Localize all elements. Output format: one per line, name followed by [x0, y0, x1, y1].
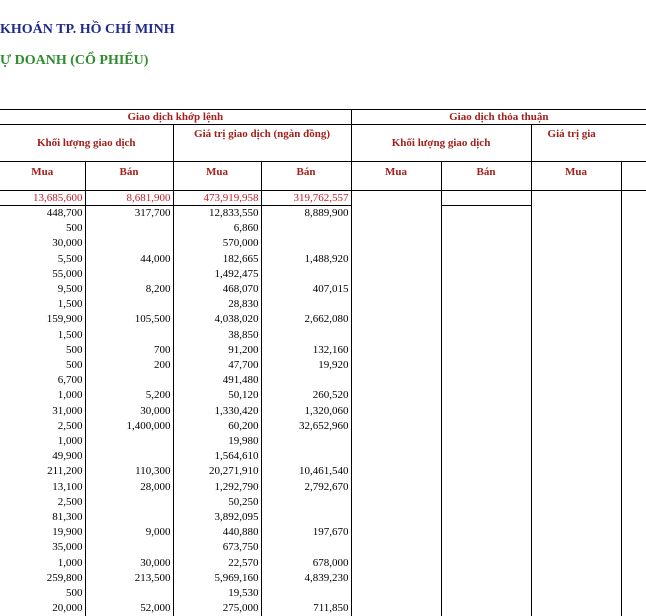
buy-volume-cell: 2,500 [0, 419, 85, 434]
sell-volume-cell: 44,000 [85, 252, 173, 267]
sell-value-cell: 8,889,900 [261, 206, 351, 222]
table-row [0, 373, 646, 388]
buy-value-cell: 440,880 [173, 525, 261, 540]
sell-volume-cell [85, 221, 173, 236]
sell-value-cell: 2,662,080 [261, 312, 351, 327]
negotiated-empty-cell [441, 510, 531, 525]
negotiated-empty-cell [531, 540, 621, 555]
negotiated-empty-cell [621, 449, 646, 464]
table-row [0, 586, 646, 601]
sell-value-cell [261, 495, 351, 510]
table-row [0, 328, 646, 343]
table-row [0, 449, 646, 464]
negotiated-empty-cell [531, 419, 621, 434]
negotiated-empty-cell [531, 510, 621, 525]
negotiated-empty-cell [621, 556, 646, 571]
sell-volume-cell: 5,200 [85, 388, 173, 403]
negotiated-empty-cell [441, 388, 531, 403]
buy-value-cell: 91,200 [173, 343, 261, 358]
sell-volume-cell [85, 373, 173, 388]
buy-volume-cell: 30,000 [0, 236, 85, 251]
sell-volume-cell: 105,500 [85, 312, 173, 327]
negotiated-empty-cell [441, 297, 531, 312]
table-row [0, 601, 646, 616]
buy-value-cell: 1,330,420 [173, 404, 261, 419]
trading-table [0, 109, 646, 616]
negotiated-empty-cell [351, 206, 441, 222]
negotiated-empty-cell [351, 556, 441, 571]
sell-value-cell: 407,015 [261, 282, 351, 297]
negotiated-empty-cell [351, 586, 441, 601]
negotiated-empty-cell [621, 328, 646, 343]
negotiated-empty-cell [531, 480, 621, 495]
negotiated-empty-cell [351, 221, 441, 236]
buy-value-cell: 6,860 [173, 221, 261, 236]
buy-value-cell: 38,850 [173, 328, 261, 343]
negotiated-empty-cell [351, 419, 441, 434]
table-row [0, 556, 646, 571]
negotiated-empty-cell [441, 328, 531, 343]
buy-volume-cell: 500 [0, 586, 85, 601]
buy-volume-cell: 81,300 [0, 510, 85, 525]
table-row [0, 540, 646, 555]
negotiated-empty-cell [531, 388, 621, 403]
buy-volume-cell: 35,000 [0, 540, 85, 555]
negotiated-empty-cell [531, 206, 621, 222]
sell-value-cell: 19,920 [261, 358, 351, 373]
sell-volume-cell [85, 510, 173, 525]
negotiated-empty-cell [351, 373, 441, 388]
report-subtitle: Ự DOANH (CỔ PHIẾU) [0, 51, 148, 71]
buy-volume-cell: 1,000 [0, 388, 85, 403]
table-row [0, 510, 646, 525]
negotiated-empty-cell [621, 358, 646, 373]
sell-value-cell: 678,000 [261, 556, 351, 571]
negotiated-empty-cell [621, 343, 646, 358]
sell-value-cell: 4,839,230 [261, 571, 351, 586]
negotiated-value-buy-header: Mua [531, 162, 621, 191]
sell-volume-cell: 52,000 [85, 601, 173, 616]
sell-volume-cell: 30,000 [85, 556, 173, 571]
negotiated-empty-cell [351, 480, 441, 495]
negotiated-value-header: Giá trị gia [531, 125, 646, 162]
negotiated-empty-cell [441, 540, 531, 555]
negotiated-empty-cell [621, 464, 646, 479]
negotiated-empty-cell [531, 449, 621, 464]
buy-volume-cell: 259,800 [0, 571, 85, 586]
table-row [0, 236, 646, 251]
table-row [0, 221, 646, 236]
negotiated-empty-cell [531, 495, 621, 510]
negotiated-empty-cell [531, 221, 621, 236]
negotiated-empty-cell [351, 495, 441, 510]
negotiated-empty-cell [441, 434, 531, 449]
table-row [0, 282, 646, 297]
buy-value-cell: 60,200 [173, 419, 261, 434]
sell-volume-cell: 213,500 [85, 571, 173, 586]
sell-volume-cell [85, 328, 173, 343]
sell-value-cell: 1,320,060 [261, 404, 351, 419]
buy-volume-cell: 9,500 [0, 282, 85, 297]
negotiated-empty-cell [351, 510, 441, 525]
buy-value-cell: 50,250 [173, 495, 261, 510]
buy-value-cell: 468,070 [173, 282, 261, 297]
negotiated-empty-cell [621, 252, 646, 267]
table-row [0, 297, 646, 312]
sell-volume-cell [85, 495, 173, 510]
buy-volume-cell: 5,500 [0, 252, 85, 267]
buy-volume-cell: 55,000 [0, 267, 85, 282]
table-row [0, 312, 646, 327]
buy-value-cell: 20,271,910 [173, 464, 261, 479]
negotiated-empty-cell [531, 297, 621, 312]
sell-value-cell: 711,850 [261, 601, 351, 616]
table-row [0, 480, 646, 495]
negotiated-empty-cell [351, 267, 441, 282]
sell-volume-cell: 28,000 [85, 480, 173, 495]
buy-value-cell: 50,120 [173, 388, 261, 403]
buy-volume-cell: 500 [0, 358, 85, 373]
sell-value-cell [261, 586, 351, 601]
negotiated-empty-cell [441, 556, 531, 571]
negotiated-empty-cell [621, 236, 646, 251]
negotiated-empty-cell [531, 434, 621, 449]
negotiated-empty-cell [531, 358, 621, 373]
negotiated-empty-cell [531, 404, 621, 419]
buy-volume-cell: 49,900 [0, 449, 85, 464]
sell-volume-cell: 9,000 [85, 525, 173, 540]
negotiated-empty-cell [441, 464, 531, 479]
buy-value-cell: 1,492,475 [173, 267, 261, 282]
sell-value-cell [261, 297, 351, 312]
negotiated-empty-cell [441, 373, 531, 388]
matched-volume-buy-header: Mua [0, 162, 85, 191]
negotiated-empty-cell [441, 404, 531, 419]
matched-volume-header: Khối lượng giao dịch [0, 125, 173, 162]
negotiated-empty-cell [351, 404, 441, 419]
buy-volume-cell: 1,000 [0, 434, 85, 449]
negotiated-empty-cell [351, 358, 441, 373]
negotiated-empty-cell [621, 267, 646, 282]
buy-value-cell: 673,750 [173, 540, 261, 555]
negotiated-empty-cell [441, 206, 531, 222]
negotiated-empty-cell [621, 586, 646, 601]
negotiated-volume-buy-header: Mua [351, 162, 441, 191]
sell-value-cell: 1,488,920 [261, 252, 351, 267]
negotiated-empty-cell [351, 236, 441, 251]
buy-value-cell: 3,892,095 [173, 510, 261, 525]
negotiated-empty-cell [351, 252, 441, 267]
buy-volume-cell: 211,200 [0, 464, 85, 479]
sell-value-cell: 260,520 [261, 388, 351, 403]
total-buy-volume: 13,685,600 [0, 191, 85, 206]
negotiated-empty-cell [441, 449, 531, 464]
group-matched-header: Giao dịch khớp lệnh [0, 110, 351, 125]
negotiated-empty-cell [531, 267, 621, 282]
negotiated-volume-header: Khối lượng giao dịch [351, 125, 531, 162]
negotiated-empty-cell [351, 434, 441, 449]
table-row [0, 419, 646, 434]
sell-volume-cell [85, 540, 173, 555]
table-row [0, 343, 646, 358]
sell-value-cell [261, 510, 351, 525]
negotiated-empty-cell [441, 419, 531, 434]
buy-value-cell: 22,570 [173, 556, 261, 571]
negotiated-empty-cell [351, 601, 441, 616]
negotiated-empty-cell [441, 282, 531, 297]
negotiated-empty-cell [351, 540, 441, 555]
sell-value-cell [261, 236, 351, 251]
sell-volume-cell: 200 [85, 358, 173, 373]
buy-value-cell: 28,830 [173, 297, 261, 312]
table-row [0, 206, 646, 222]
buy-value-cell: 1,292,790 [173, 480, 261, 495]
negotiated-empty-cell [621, 480, 646, 495]
table-row [0, 495, 646, 510]
negotiated-empty-cell [531, 601, 621, 616]
table-row [0, 404, 646, 419]
table-row [0, 571, 646, 586]
buy-volume-cell: 6,700 [0, 373, 85, 388]
negotiated-empty-cell [621, 404, 646, 419]
table-row [0, 358, 646, 373]
buy-value-cell: 12,833,550 [173, 206, 261, 222]
table-body [0, 206, 646, 616]
sell-value-cell [261, 449, 351, 464]
table-row [0, 525, 646, 540]
sell-value-cell [261, 267, 351, 282]
negotiated-empty-cell [531, 252, 621, 267]
negotiated-empty-cell [441, 221, 531, 236]
negotiated-empty-cell [351, 328, 441, 343]
buy-volume-cell: 159,900 [0, 312, 85, 327]
negotiated-empty-cell [441, 571, 531, 586]
negotiated-empty-cell [531, 343, 621, 358]
negotiated-empty-cell [621, 373, 646, 388]
matched-value-sell-header: Bán [261, 162, 351, 191]
sell-volume-cell: 110,300 [85, 464, 173, 479]
sell-volume-cell [85, 449, 173, 464]
negotiated-empty-cell [441, 601, 531, 616]
negotiated-empty-cell [621, 571, 646, 586]
sell-volume-cell [85, 297, 173, 312]
sell-value-cell: 132,160 [261, 343, 351, 358]
negotiated-empty-cell [441, 236, 531, 251]
negotiated-empty-cell [621, 419, 646, 434]
buy-volume-cell: 19,900 [0, 525, 85, 540]
negotiated-empty-cell [621, 525, 646, 540]
sell-volume-cell: 1,400,000 [85, 419, 173, 434]
negotiated-empty-cell [531, 525, 621, 540]
negotiated-empty-cell [531, 236, 621, 251]
negotiated-empty-cell [621, 510, 646, 525]
total-sell-volume: 8,681,900 [85, 191, 173, 206]
buy-value-cell: 275,000 [173, 601, 261, 616]
sell-volume-cell: 700 [85, 343, 173, 358]
negotiated-empty-cell [351, 297, 441, 312]
negotiated-empty-cell [441, 586, 531, 601]
negotiated-empty-cell [621, 601, 646, 616]
sell-value-cell [261, 373, 351, 388]
table-row [0, 388, 646, 403]
buy-volume-cell: 20,000 [0, 601, 85, 616]
sell-volume-cell [85, 434, 173, 449]
negotiated-empty-cell [621, 495, 646, 510]
sell-volume-cell: 317,700 [85, 206, 173, 222]
sell-value-cell [261, 540, 351, 555]
sell-value-cell [261, 328, 351, 343]
negotiated-empty-cell [531, 464, 621, 479]
negotiated-empty-cell [351, 343, 441, 358]
negotiated-empty-cell [351, 464, 441, 479]
negotiated-empty-cell [621, 312, 646, 327]
matched-volume-sell-header: Bán [85, 162, 173, 191]
buy-volume-cell: 31,000 [0, 404, 85, 419]
negotiated-empty-cell [621, 388, 646, 403]
trading-table-container [0, 109, 600, 600]
table-row [0, 464, 646, 479]
buy-value-cell: 570,000 [173, 236, 261, 251]
negotiated-empty-cell [531, 312, 621, 327]
negotiated-empty-cell [351, 282, 441, 297]
negotiated-empty-cell [351, 571, 441, 586]
negotiated-empty-cell [621, 540, 646, 555]
negotiated-empty-cell [621, 297, 646, 312]
buy-value-cell: 4,038,020 [173, 312, 261, 327]
negotiated-empty-cell [441, 343, 531, 358]
group-negotiated-header: Giao dịch thỏa thuận [351, 110, 646, 125]
negotiated-empty-cell [351, 312, 441, 327]
buy-value-cell: 47,700 [173, 358, 261, 373]
negotiated-empty-cell [441, 267, 531, 282]
buy-volume-cell: 13,100 [0, 480, 85, 495]
buy-value-cell: 19,530 [173, 586, 261, 601]
negotiated-empty-cell [441, 358, 531, 373]
negotiated-empty-cell [621, 221, 646, 236]
negotiated-empty-cell [441, 480, 531, 495]
sell-volume-cell: 30,000 [85, 404, 173, 419]
buy-volume-cell: 2,500 [0, 495, 85, 510]
negotiated-volume-sell-header: Bán [441, 162, 531, 191]
negotiated-empty-cell [351, 388, 441, 403]
negotiated-empty-cell [531, 571, 621, 586]
sell-value-cell [261, 221, 351, 236]
negotiated-empty-cell [531, 586, 621, 601]
matched-value-buy-header: Mua [173, 162, 261, 191]
negotiated-empty-cell [621, 206, 646, 222]
buy-value-cell: 182,665 [173, 252, 261, 267]
sell-volume-cell [85, 267, 173, 282]
buy-volume-cell: 1,000 [0, 556, 85, 571]
buy-value-cell: 5,969,160 [173, 571, 261, 586]
negotiated-empty-cell [621, 282, 646, 297]
table-row [0, 434, 646, 449]
total-sell-value: 319,762,557 [261, 191, 351, 206]
buy-volume-cell: 500 [0, 343, 85, 358]
buy-volume-cell: 1,500 [0, 297, 85, 312]
table-row [0, 267, 646, 282]
sell-volume-cell [85, 236, 173, 251]
matched-value-header: Giá trị giao dịch (ngàn đồng) [173, 125, 351, 162]
sell-value-cell: 10,461,540 [261, 464, 351, 479]
negotiated-empty-cell [531, 556, 621, 571]
negotiated-empty-cell [531, 373, 621, 388]
negotiated-empty-cell [441, 312, 531, 327]
sell-volume-cell [85, 586, 173, 601]
table-row [0, 252, 646, 267]
sell-volume-cell: 8,200 [85, 282, 173, 297]
buy-volume-cell: 500 [0, 221, 85, 236]
negotiated-empty-cell [531, 282, 621, 297]
sell-value-cell: 32,652,960 [261, 419, 351, 434]
sell-value-cell [261, 434, 351, 449]
sell-value-cell: 2,792,670 [261, 480, 351, 495]
negotiated-empty-cell [531, 328, 621, 343]
negotiated-empty-cell [351, 525, 441, 540]
negotiated-empty-cell [351, 449, 441, 464]
buy-volume-cell: 1,500 [0, 328, 85, 343]
total-buy-value: 473,919,958 [173, 191, 261, 206]
buy-value-cell: 1,564,610 [173, 449, 261, 464]
buy-volume-cell: 448,700 [0, 206, 85, 222]
buy-value-cell: 491,480 [173, 373, 261, 388]
negotiated-empty-cell [441, 495, 531, 510]
buy-value-cell: 19,980 [173, 434, 261, 449]
negotiated-empty-cell [621, 434, 646, 449]
report-title: KHOÁN TP. HỒ CHÍ MINH [0, 20, 175, 40]
negotiated-empty-cell [441, 525, 531, 540]
negotiated-empty-cell [441, 252, 531, 267]
sell-value-cell: 197,670 [261, 525, 351, 540]
